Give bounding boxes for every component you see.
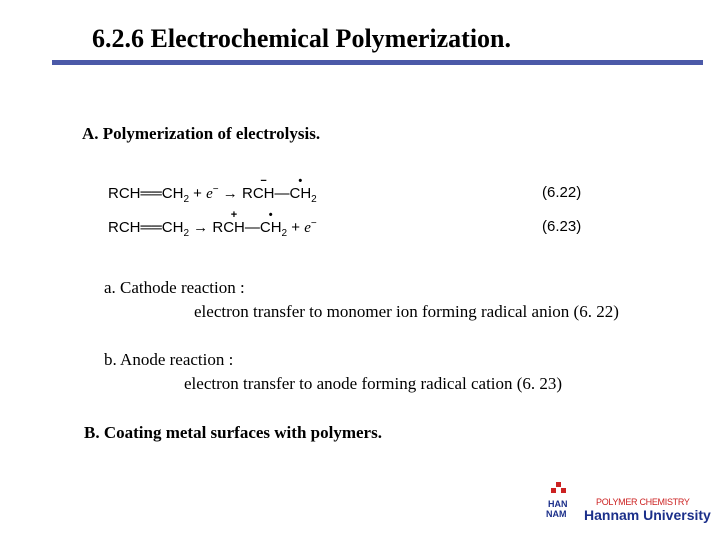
- section-a-heading: A. Polymerization of electrolysis.: [82, 124, 321, 143]
- equation-number-6-23: (6.23): [542, 218, 582, 235]
- anode-detail: electron transfer to anode forming radical cation (6. 23): [184, 374, 563, 393]
- equation-number-6-22: (6.22): [542, 184, 582, 201]
- eq1-reactant: RCH: [108, 185, 141, 202]
- eq1-product-r: R: [241, 185, 253, 202]
- eq2-reactant: RCH: [108, 219, 141, 236]
- eq2-plus: +: [287, 219, 305, 236]
- eq1-electron: e: [206, 186, 213, 202]
- eq2-ch2-sub: 2: [183, 228, 189, 239]
- eq2-product-ch: CH: [223, 219, 245, 236]
- eq1-ch2-sub: 2: [183, 194, 189, 205]
- eq2-radical-mark: •: [268, 209, 273, 221]
- eq2-single-bond: —: [244, 219, 260, 236]
- eq1-plus: +: [189, 185, 207, 202]
- eq1-arrow: →: [218, 185, 242, 202]
- logo-university-name: Hannam University: [584, 507, 711, 523]
- eq1-product-ch2: CH: [289, 185, 312, 202]
- eq2-product-ch2: CH: [259, 219, 282, 236]
- eq1-product-ch: CH: [252, 185, 275, 202]
- eq2-electron-sup: −: [310, 218, 317, 229]
- logo-han: HAN: [548, 499, 568, 509]
- eq1-radical-mark: •: [298, 175, 303, 187]
- eq1-anion-mark: −: [260, 175, 267, 187]
- section-b-heading: B. Coating metal surfaces with polymers.: [84, 423, 382, 442]
- eq1-electron-sup: −: [212, 184, 219, 195]
- cathode-detail: electron transfer to monomer ion forming radical anion (6. 22): [194, 302, 619, 321]
- eq1-single-bond: —: [274, 185, 290, 202]
- university-logo: [546, 482, 711, 526]
- eq2-arrow: →: [189, 219, 213, 236]
- eq1-double-bond: ══: [140, 185, 162, 202]
- eq2-product-r: R: [212, 219, 224, 236]
- eq2-double-bond: ══: [140, 219, 162, 236]
- eq1-ch2: CH: [161, 185, 184, 202]
- equation-6-22: [108, 175, 317, 205]
- page-title: 6.2.6 Electrochemical Polymerization.: [92, 24, 512, 53]
- logo-tagline: POLYMER CHEMISTRY: [596, 497, 690, 507]
- eq1-product-ch2-sub: 2: [311, 194, 317, 205]
- cathode-label: a. Cathode reaction :: [104, 278, 245, 297]
- logo-nam: NAM: [546, 509, 567, 519]
- anode-label: b. Anode reaction :: [104, 350, 234, 369]
- eq2-product-ch2-sub: 2: [281, 228, 288, 239]
- title-rule: [52, 60, 703, 65]
- eq2-cation-mark: +: [230, 209, 238, 221]
- equation-6-23: [108, 209, 317, 239]
- eq2-electron: e: [304, 220, 311, 236]
- eq2-ch2: CH: [161, 219, 184, 236]
